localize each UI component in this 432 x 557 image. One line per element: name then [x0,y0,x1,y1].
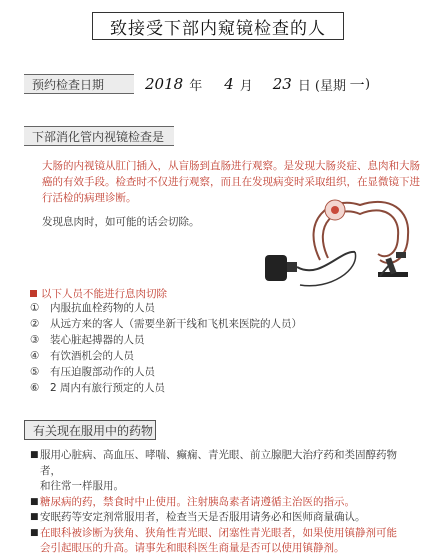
date-weekday-open: (星期 [314,78,346,94]
list-item: ② 从远方来的客人（需要坐新干线和飞机来医院的人员） [30,318,302,330]
list-item: ⑤ 有压迫腹部动作的人员 [30,366,155,378]
medication-list [30,448,410,557]
date-year: 2018 [145,75,184,93]
excluded-title-text: 以下人员不能进行息肉切除 [41,288,167,300]
polyp-note: 发现息肉时，如可能的话会切除。 [42,216,200,228]
endoscope-illustration [260,190,420,300]
intro-line-2: 癌的有效手段。检查时不仅进行观察，而且在发现病变时采取组织，在显微镜下进 [42,176,420,188]
excluded-list-title [30,286,167,301]
list-item: ■ 服用心脏病、高血压、哮喘、癫痫、青光眼、前立腺肥大治疗药和类固醇药物者， 和往常一样服用。 [30,448,410,495]
section1-heading: 下部消化管内视镜检查是 [24,126,174,146]
date-month-unit: 月 [239,78,253,94]
bullet-icon: ■ [30,527,39,538]
date-month: 4 [224,75,234,93]
date-year-unit: 年 [189,78,203,94]
section2-heading: 有关现在服用中的药物 [24,420,156,440]
list-item: ■ 在眼科被诊断为狭角、狭角性青光眼、闭塞性青光眼者，如果使用镇静剂可能 会引起眼压的升高。请事先和眼科医生商量是否可以使用镇静剂。 [30,526,410,557]
endoscope-handle-icon [265,255,287,281]
list-item: ① 内服抗血栓药物的人员 [30,302,155,314]
red-square-icon [30,290,37,297]
list-item: ■ 安眠药等安定剂常服用者，检查当天是否服用请务必和医师商量确认。 [30,510,410,526]
date-day-unit: 日 [297,78,311,94]
list-item: ■ 糖尿病的药，禁食时中止使用。注射胰岛素者请遵循主治医的指示。 [30,495,410,511]
appointment-label: 预约检查日期 [24,74,134,94]
intro-line-1: 大肠的内视镜从肛门插入，从盲肠到直肠进行观察。是发现大肠炎症、息肉和大肠 [42,160,420,172]
list-item: ④ 有饮酒机会的人员 [30,350,134,362]
date-weekday-close: ) [364,76,371,92]
bullet-icon: ■ [30,450,39,460]
list-item: ⑥ 2 周内有旅行预定的人员 [30,382,166,394]
bullet-icon: ■ [30,496,39,507]
list-item: ③ 装心脏起搏器的人员 [30,334,145,346]
date-day: 23 [272,75,292,93]
bullet-icon: ■ [30,512,39,522]
intro-line-3: 行活检的病理诊断。 [42,192,137,204]
date-weekday: 一 [347,75,363,94]
appointment-date [145,73,376,95]
page-title: 致接受下部内窥镜检查的人 [92,12,344,40]
excluded-list [30,300,302,396]
